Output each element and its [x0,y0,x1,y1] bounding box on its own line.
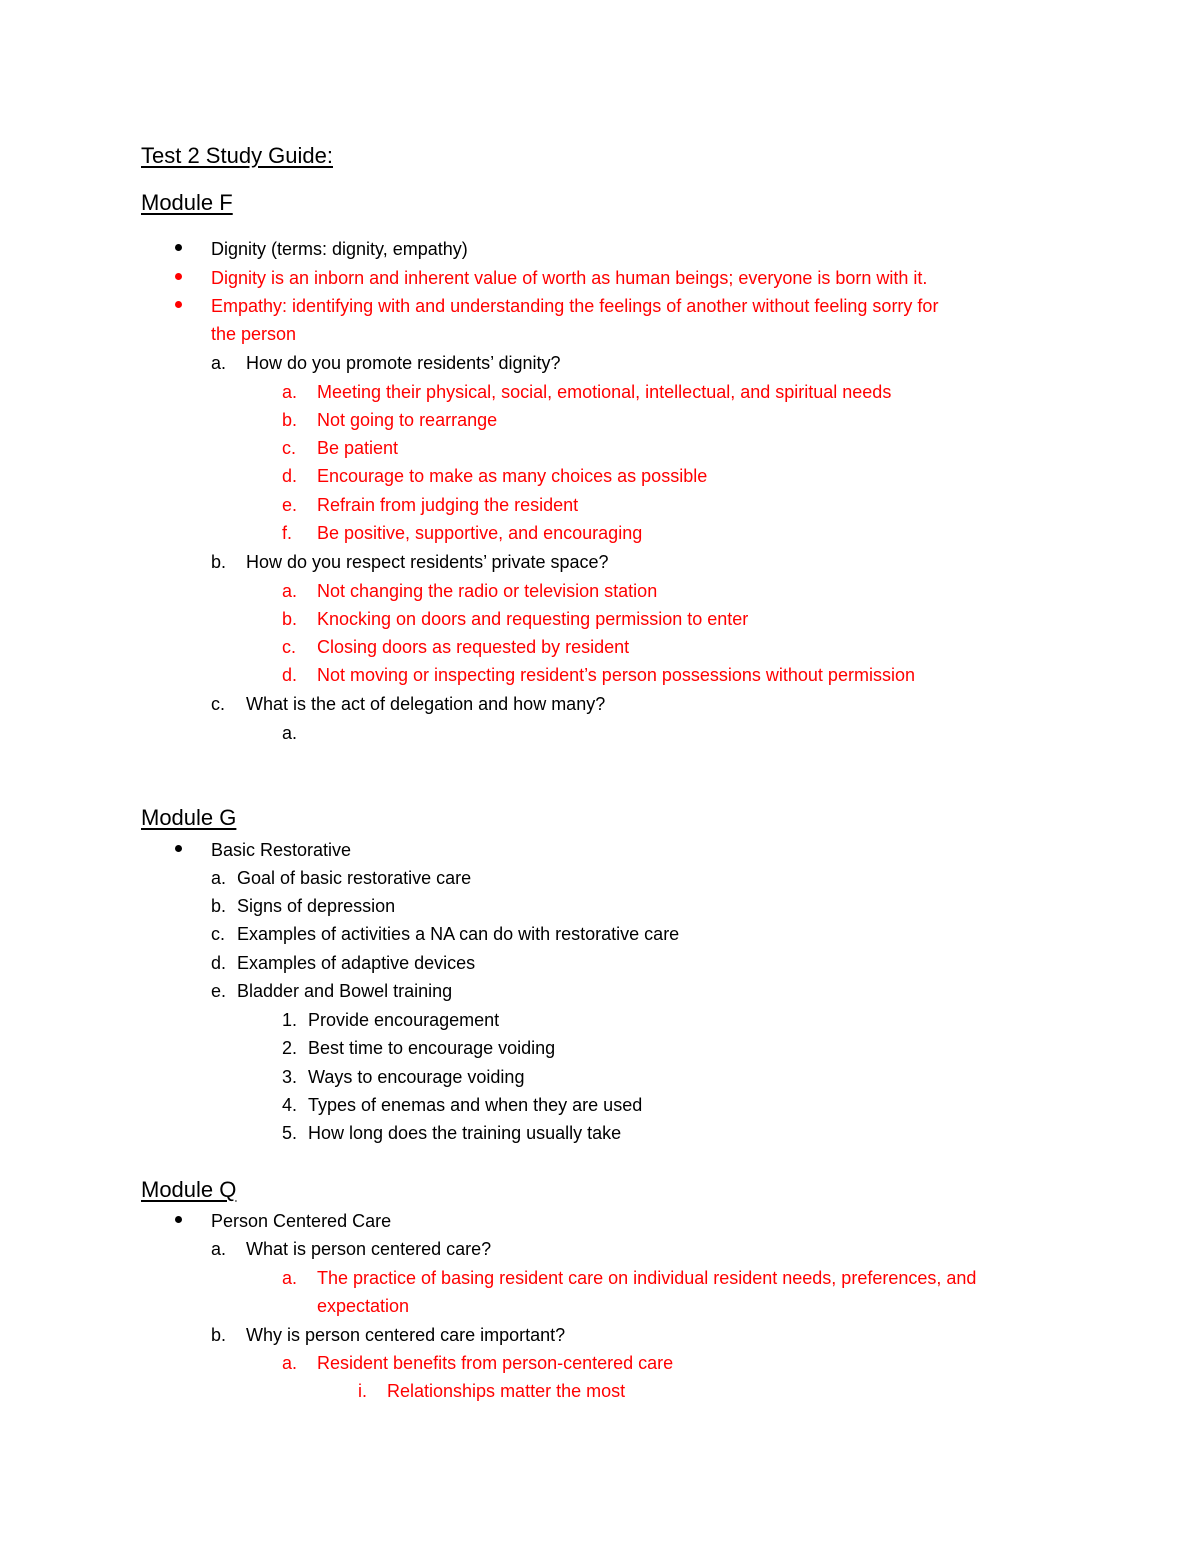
answer-item: Be patient [317,438,399,458]
module-g-bullet: Basic Restorative [211,840,352,860]
list-marker: a. [211,868,227,888]
list-marker: b. [211,896,227,916]
answer-item: Resident benefits from person-centered care [317,1353,674,1373]
answer-item: Not changing the radio or television station [317,581,658,601]
list-marker: a. [211,353,227,373]
list-marker: d. [211,953,227,973]
list-marker: b. [282,609,298,629]
module-g-heading: Module G [141,805,237,830]
list-item: Examples of adaptive devices [237,953,476,973]
list-marker: a. [282,723,298,743]
answer-item: Not going to rearrange [317,410,498,430]
list-item: Goal of basic restorative care [237,868,472,888]
list-marker: d. [282,665,298,685]
answer-item: Not moving or inspecting resident’s person possessions without permission [317,665,915,685]
bullet-icon [175,273,182,280]
list-marker: 3. [282,1067,298,1087]
module-f-dignity-definition: Dignity is an inborn and inherent value of worth as human beings; everyone is born with it. [211,268,928,288]
answer-item: Encourage to make as many choices as possible [317,466,708,486]
bullet-icon [175,1216,182,1223]
bullet-icon [175,301,182,308]
list-marker: a. [211,1239,227,1259]
module-q-heading: Module Q [141,1177,237,1202]
list-item: Signs of depression [237,896,396,916]
answer-item-line2: expectation [317,1296,410,1316]
answer-item: Closing doors as requested by resident [317,637,630,657]
list-marker: 5. [282,1123,298,1143]
list-marker: c. [282,438,297,458]
list-marker: a. [282,581,298,601]
module-f-bullet-dignity: Dignity (terms: dignity, empathy) [211,239,468,259]
list-marker: c. [211,924,226,944]
bullet-icon [175,244,182,251]
module-f-empathy-definition-line1: Empathy: identifying with and understanding the feelings of another without feeling sorry for [211,296,939,316]
question-why-pcc: Why is person centered care important? [246,1325,566,1345]
question-delegation: What is the act of delegation and how many? [246,694,606,714]
list-item: Types of enemas and when they are used [308,1095,643,1115]
question-private-space: How do you respect residents’ private space? [246,552,609,572]
answer-item: Meeting their physical, social, emotional, intellectual, and spiritual needs [317,382,892,402]
list-marker: 4. [282,1095,298,1115]
list-marker: i. [358,1381,367,1401]
list-item: How long does the training usually take [308,1123,622,1143]
list-item: Best time to encourage voiding [308,1038,556,1058]
answer-sub-item: Relationships matter the most [387,1381,626,1401]
list-marker: e. [282,495,298,515]
list-marker: a. [282,1268,298,1288]
list-item: Provide encouragement [308,1010,500,1030]
list-item: Ways to encourage voiding [308,1067,525,1087]
question-what-is-pcc: What is person centered care? [246,1239,492,1259]
list-marker: b. [211,552,227,572]
list-marker: f. [282,523,293,543]
list-marker: a. [282,382,298,402]
answer-item: Refrain from judging the resident [317,495,579,515]
list-marker: b. [282,410,298,430]
answer-item: Knocking on doors and requesting permission to enter [317,609,749,629]
bullet-icon [175,845,182,852]
list-marker: a. [282,1353,298,1373]
answer-item-line1: The practice of basing resident care on individual resident needs, preferences, and [317,1268,977,1288]
module-f-heading: Module F [141,190,233,215]
list-marker: 1. [282,1010,298,1030]
answer-item: Be positive, supportive, and encouraging [317,523,643,543]
list-marker: b. [211,1325,227,1345]
list-item: Examples of activities a NA can do with restorative care [237,924,680,944]
list-marker: d. [282,466,298,486]
question-promote-dignity: How do you promote residents’ dignity? [246,353,561,373]
list-marker: c. [282,637,297,657]
list-marker: e. [211,981,227,1001]
module-f-empathy-definition-line2: the person [211,324,297,344]
page-title: Test 2 Study Guide: [141,143,333,168]
module-q-bullet: Person Centered Care [211,1211,392,1231]
list-marker: c. [211,694,226,714]
list-item: Bladder and Bowel training [237,981,453,1001]
list-marker: 2. [282,1038,298,1058]
